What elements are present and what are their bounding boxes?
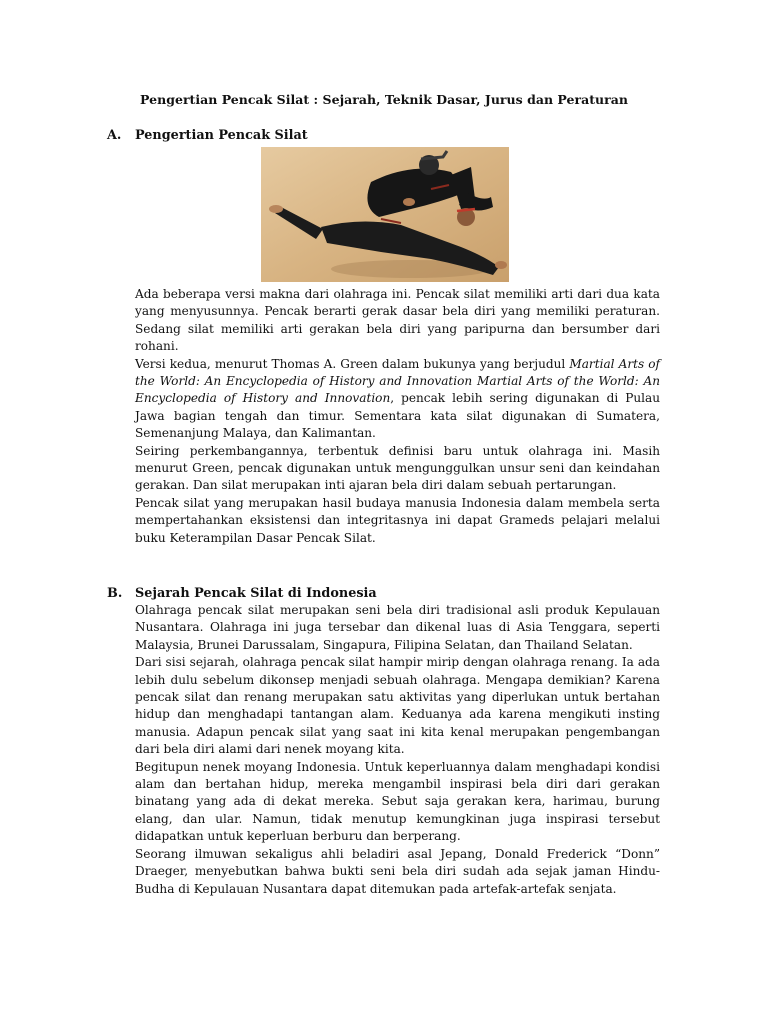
section-a-paragraph-4: Pencak silat yang merupakan hasil budaya manusia Indonesia dalam membela serta mempertahankan eksistensi dan integritasnya ini dapat Grameds pelajari melalui buku Keterampilan Dasar Pencak Silat. [135, 495, 660, 545]
section-b-letter: B. [107, 586, 123, 601]
section-a-body [135, 286, 660, 547]
document-title: Pengertian Pencak Silat : Sejarah, Teknik Dasar, Jurus dan Peraturan [140, 92, 628, 107]
section-b-body [135, 602, 660, 898]
book-title: Martial Arts of the World: An Encyclopedia of History and Innovation Martial Arts of the World: An Encyclopedia of History and Innovation [135, 356, 660, 406]
section-b-paragraph-1: Olahraga pencak silat merupakan seni bela diri tradisional asli produk Kepulauan Nusantara. Olahraga ini juga tersebar dan dikenal luas di Asia Tenggara, seperti Malaysia, Brunei Darussalam, Singapura, Filipina Selatan, dan Thailand Selatan. [135, 603, 660, 652]
section-a-paragraph-1: Ada beberapa versi makna dari olahraga ini. Pencak silat memiliki arti dari dua kata yang menyusunnya. Pencak berarti gerak dasar bela diri yang memiliki peraturan. Sedang silat memiliki arti gerakan bela diri yang paripurna dan bersumber dari rohani. [135, 287, 660, 354]
section-a-paragraph-3: Seiring perkembangannya, terbentuk definisi baru untuk olahraga ini. Masih menurut Green, pencak digunakan untuk mengunggulkan unsur seni dan keindahan gerakan. Dan silat merupakan inti ajaran bela diri dalam sebuah pertarungan. [135, 443, 660, 493]
section-b-paragraph-4: Seorang ilmuwan sekaligus ahli beladiri asal Jepang, Donald Frederick “Donn” Draeger, menyebutkan bahwa bukti seni bela diri sudah ada sejak jaman Hindu-Budha di Kepulauan Nusantara dapat ditemukan pada artefak-artefak senjata. [135, 846, 660, 896]
section-a-title: Pengertian Pencak Silat [135, 128, 308, 143]
section-a-letter: A. [107, 128, 122, 143]
section-a-paragraph-2 [135, 356, 660, 443]
section-b-heading [107, 586, 377, 601]
paragraph-2-text-start: Versi kedua, menurut Thomas A. Green dalam bukunya yang berjudul [135, 356, 570, 371]
section-b-paragraph-2: Dari sisi sejarah, olahraga pencak silat hampir mirip dengan olahraga renang. Ia ada lebih dulu sebelum dikonsep menjadi sebuah olahraga. Mengapa demikian? Karena pencak silat dan renang merupakan satu aktivitas yang diperlukan untuk bertahan hidup dan menghadapi tantangan alam. Keduanya ada karena mengikuti insting manusia. Adapun pencak silat yang saat ini kita kenal merupakan pengembangan dari bela diri alami dari nenek moyang kita. [135, 655, 660, 757]
pencak-silat-photo [261, 147, 509, 282]
section-b-paragraph-3: Begitupun nenek moyang Indonesia. Untuk keperluannya dalam menghadapi kondisi alam dan bertahan hidup, mereka mengambil inspirasi bela diri dari gerakan binatang yang ada di dekat mereka. Sebut saja gerakan kera, harimau, burung elang, dan ular. Namun, tidak menutup kemungkinan juga inspirasi tersebut didapatkan untuk keperluan berburu dan berperang. [135, 759, 660, 844]
section-b-title: Sejarah Pencak Silat di Indonesia [135, 586, 377, 601]
paragraph-2-text-end: , pencak lebih sering digunakan di Pulau Jawa bagian tengah dan timur. Sementara kata silat digunakan di Sumatera, Semenanjung Malaya, dan Kalimantan. [135, 391, 661, 441]
section-a-heading [107, 128, 308, 143]
pencak-silat-fighters-icon [261, 147, 509, 282]
